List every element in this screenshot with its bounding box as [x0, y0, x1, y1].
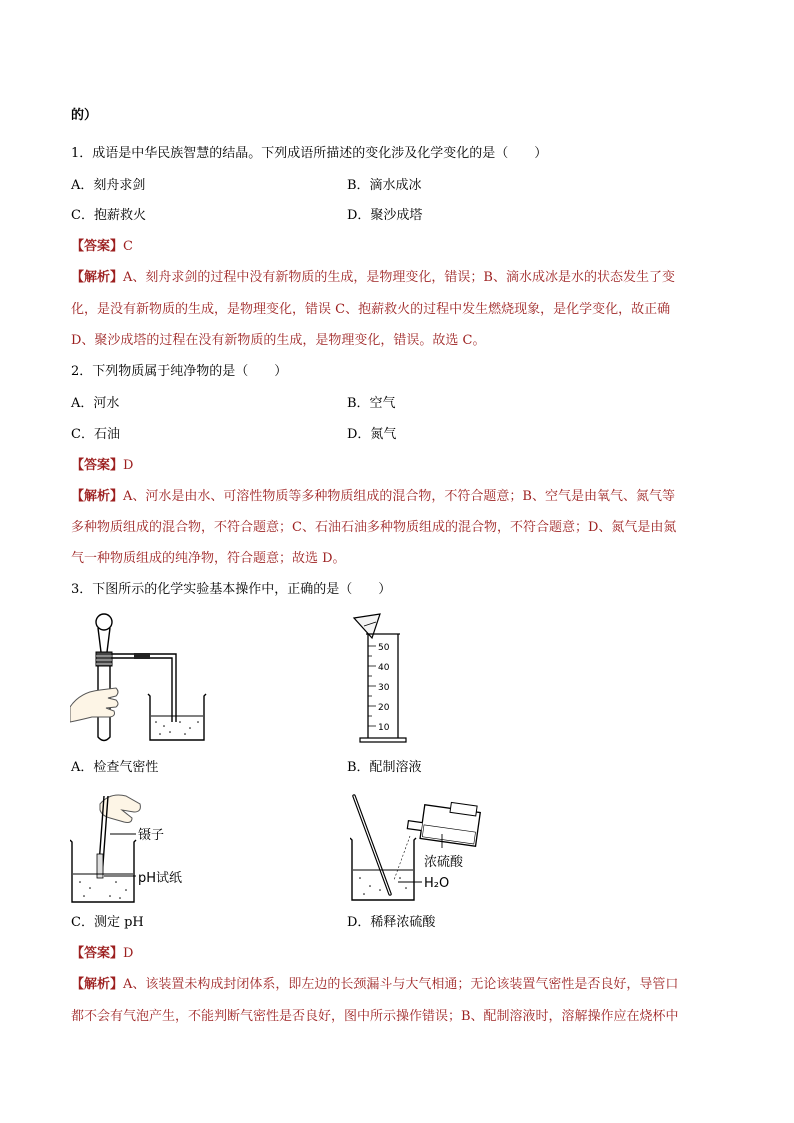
answer-value: D — [123, 458, 134, 473]
analysis-text: A、该装置未构成封闭体系，即左边的长颈漏斗与大气相通；无论该装置气密性是否良好，导管口 — [123, 977, 679, 992]
analysis-tag: 【解析】 — [71, 270, 124, 285]
q2-option-b: B．空气 — [347, 396, 396, 411]
q1-answer — [71, 238, 133, 256]
q1-option-b: B．滴水成冰 — [347, 178, 422, 193]
q2-option-a: A．河水 — [71, 396, 120, 411]
q3-answer — [71, 945, 133, 963]
cylinder-tick-20: 20 — [378, 703, 390, 713]
cylinder-tick-40: 40 — [378, 663, 390, 673]
figure-measure-ph — [70, 790, 210, 905]
q2-option-d: D．氮气 — [347, 427, 397, 442]
q3-analysis-line-2: 都不会有气泡产生，不能判断气密性是否良好，图中所示操作错误；B、配制溶液时，溶解操作应在烧杯中 — [71, 1009, 679, 1024]
q3-option-d: D．稀释浓硫酸 — [347, 915, 436, 930]
q1-option-d: D．聚沙成塔 — [347, 208, 423, 223]
q2-option-c: C．石油 — [71, 427, 120, 442]
figure-airtightness-check — [70, 612, 240, 747]
analysis-tag: 【解析】 — [71, 977, 124, 992]
answer-tag: 【答案】 — [71, 239, 124, 254]
answer-tag: 【答案】 — [71, 946, 124, 961]
analysis-text: A、河水是由水、可溶性物质等多种物质组成的混合物，不符合题意；B、空气是由氧气、氮气等 — [123, 489, 675, 504]
q2-analysis-line-2: 多种物质组成的混合物，不符合题意；C、石油石油多种物质组成的混合物，不符合题意；D、氮气是由氮 — [71, 520, 677, 535]
analysis-text: A、刻舟求剑的过程中没有新物质的生成，是物理变化，错误；B、滴水成冰是水的状态发生了变 — [123, 270, 675, 285]
label-water: H₂O — [424, 876, 450, 891]
figure-measuring-cylinder — [350, 612, 430, 747]
q3-option-c: C．测定 pH — [71, 915, 144, 930]
q2-analysis-line-1 — [71, 488, 675, 506]
answer-value: D — [123, 946, 134, 961]
answer-value: C — [123, 239, 133, 254]
q1-analysis-line-1 — [71, 269, 675, 287]
figure-dilute-sulfuric-acid — [350, 790, 490, 905]
question-2-stem: 2．下列物质属于纯净物的是（ ） — [71, 364, 288, 379]
answer-tag: 【答案】 — [71, 458, 124, 473]
label-conc-acid: 浓硫酸 — [424, 855, 464, 870]
label-tweezers: 镊子 — [138, 828, 165, 843]
q3-analysis-line-1 — [71, 976, 678, 994]
q3-option-a: A．检查气密性 — [71, 760, 159, 775]
analysis-tag: 【解析】 — [71, 489, 124, 504]
q2-analysis-line-3: 气一种物质组成的纯净物，符合题意；故选 D。 — [71, 551, 346, 566]
q3-option-b: B．配制溶液 — [347, 760, 422, 775]
label-ph-paper: pH试纸 — [138, 871, 183, 886]
q1-option-a: A．刻舟求剑 — [71, 178, 146, 193]
q1-option-c: C．抱薪救火 — [71, 208, 146, 223]
cylinder-tick-30: 30 — [378, 683, 390, 693]
cylinder-tick-10: 10 — [378, 723, 390, 733]
q1-analysis-line-2: 化，是没有新物质的生成，是物理变化，错误 C、抱薪救火的过程中发生燃烧现象，是化学变化，故正确 — [71, 302, 671, 317]
cylinder-tick-50: 50 — [378, 643, 390, 653]
question-1-stem: 1．成语是中华民族智慧的结晶。下列成语所描述的变化涉及化学变化的是（ ） — [71, 146, 548, 161]
q2-answer — [71, 457, 133, 475]
question-3-stem: 3．下图所示的化学实验基本操作中，正确的是（ ） — [71, 582, 392, 597]
header-fragment: 的） — [71, 108, 98, 123]
q1-analysis-line-3: D、聚沙成塔的过程在没有新物质的生成，是物理变化，错误。故选 C。 — [71, 333, 486, 348]
